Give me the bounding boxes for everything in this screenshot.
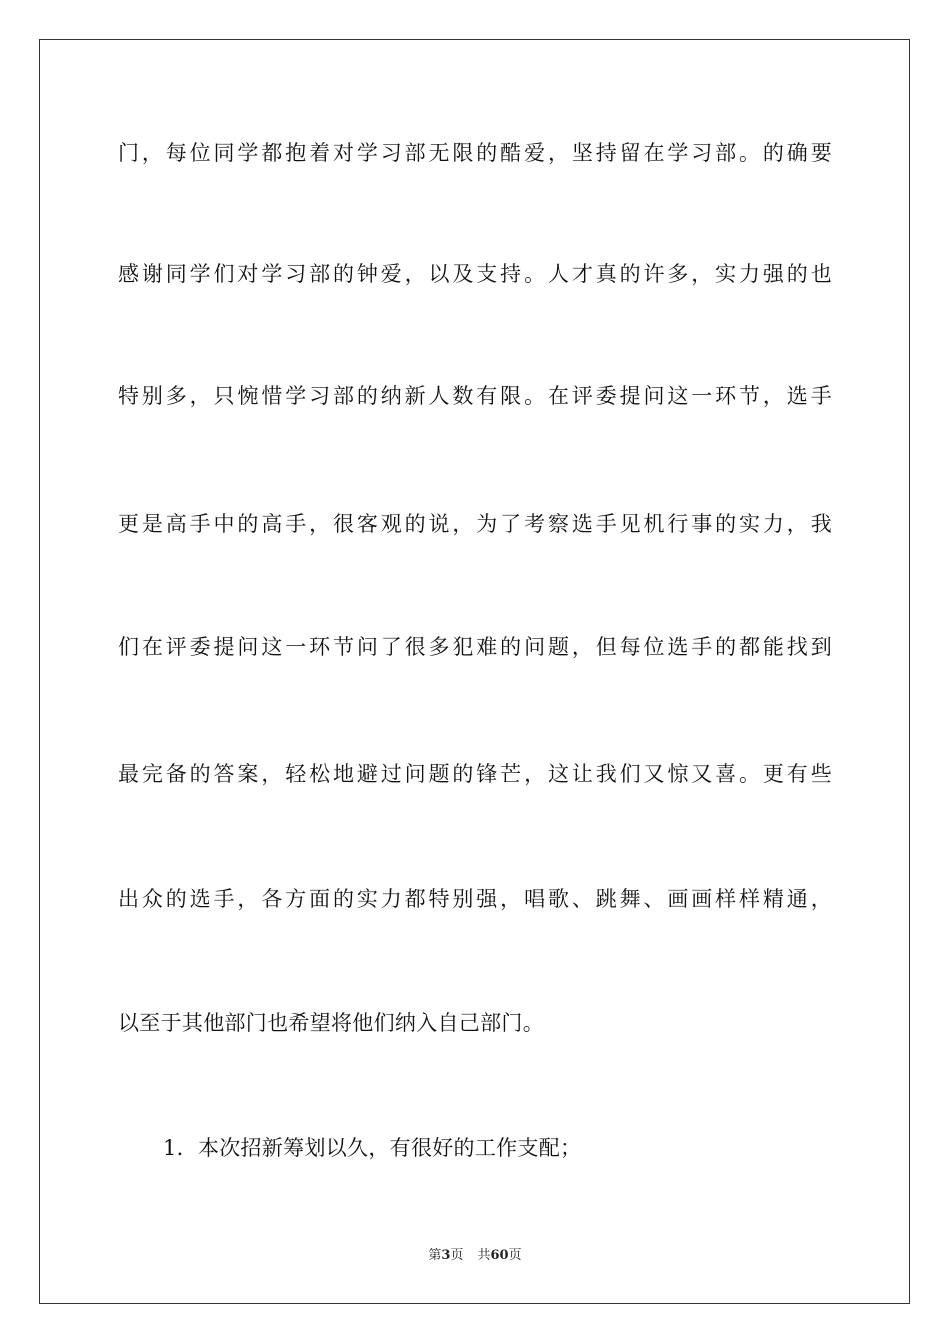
paragraph-line-2: 感谢同学们对学习部的钟爱，以及支持。人才真的许多，实力强的也 xyxy=(118,262,832,286)
footer-page-prefix: 第 xyxy=(428,1248,442,1263)
paragraph-line-8: 以至于其他部门也希望将他们纳入自己部门。 xyxy=(118,1011,544,1035)
paragraph-line-1: 门，每位同学都抱着对学习部无限的酷爱，坚持留在学习部。的确要 xyxy=(118,141,832,165)
page-footer xyxy=(0,1247,950,1265)
paragraph-line-7: 出众的选手，各方面的实力都特别强，唱歌、跳舞、画画样样精通， xyxy=(118,887,832,911)
paragraph-line-4: 更是高手中的高手，很客观的说，为了考察选手见机行事的实力，我 xyxy=(118,512,832,536)
paragraph-line-3: 特别多，只惋惜学习部的纳新人数有限。在评委提问这一环节，选手 xyxy=(118,384,832,408)
footer-total-pages: 60 xyxy=(490,1248,509,1263)
footer-page-unit: 页 xyxy=(450,1248,464,1263)
paragraph-line-6: 最完备的答案，轻松地避过问题的锋芒，这让我们又惊又喜。更有些 xyxy=(118,762,832,786)
footer-current-page: 3 xyxy=(441,1248,451,1263)
footer-total-unit: 页 xyxy=(508,1248,522,1263)
footer-total-prefix: 共 xyxy=(477,1248,491,1263)
list-item-1: 1．本次招新筹划以久，有很好的工作支配； xyxy=(163,1136,582,1160)
paragraph-line-5: 们在评委提问这一环节问了很多犯难的问题，但每位选手的都能找到 xyxy=(118,635,832,659)
page-border xyxy=(39,39,910,1304)
